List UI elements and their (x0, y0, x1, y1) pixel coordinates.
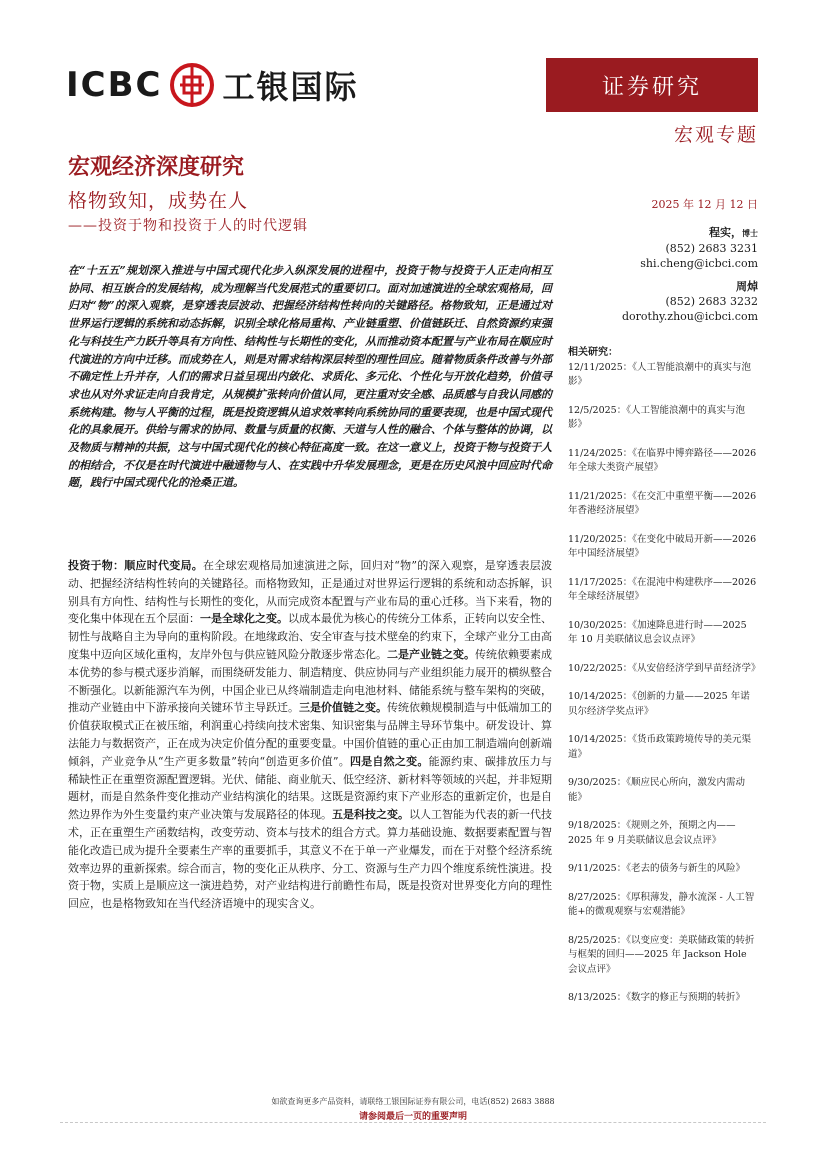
body-text-run: 在全球宏观格局加速演进之际，回归对“物”的深入观察，是穿透表层波动、把握经济结构性转向的关键路径。而格物致知，正是通过对世界运行逻辑的系统和动态拆解，识别具有方向性、结构性与长期性的变化，从而完成资本配置与产业布局的重心迁移。当下来看，物的变化集中体现在五个层面： (68, 559, 552, 626)
author-entry (622, 225, 758, 271)
related-research-item[interactable]: 9/11/2025：《老去的债务与新生的风险》 (568, 863, 745, 874)
related-research-item[interactable]: 12/5/2025：《人工智能浪潮中的真实与泡影》 (568, 404, 745, 430)
key-point: 五是科技之变。 (332, 808, 409, 822)
related-research-item[interactable]: 8/27/2025：《厚积薄发，静水流深 - 人工智能+的微观观察与宏观潜能》 (568, 891, 755, 917)
author-phone: (852) 2683 3232 (665, 295, 758, 308)
author-email[interactable]: dorothy.zhou@icbci.com (622, 310, 758, 323)
author-block (622, 225, 758, 332)
related-research-list (568, 346, 761, 1020)
related-research-item[interactable]: 11/21/2025：《在交汇中重塑平衡——2026 年香港经济展望》 (568, 490, 757, 516)
report-category-badge: 证券研究 (546, 58, 758, 112)
key-point: 四是自然之变。 (349, 754, 429, 768)
author-credential: 博士 (742, 228, 758, 238)
key-point: 一是全球化之变。 (200, 612, 288, 626)
footer-contact: 如欲查询更多产品资料，请联络工银国际证券有限公司，电话(852) 2683 3888 (271, 1097, 555, 1106)
author-name: 程实， (709, 226, 742, 239)
related-research-item[interactable]: 11/20/2025：《在变化中破局开新——2026 年中国经济展望》 (568, 533, 757, 559)
body-text-run: 能源约束、碳排放压力与稀缺性正在重塑资源配置逻辑。光伏、储能、商业航天、低空经济、新材料等领域的兴起，并非短期题材，而是自然条件变化推动产业结构演化的结果。这既是资源约束下产业形态的重新定价，也是自然边界作为外生变量约束产业决策与发展路径的体现。 (68, 754, 552, 822)
icbc-emblem-icon (170, 63, 214, 107)
related-research-item[interactable]: 11/24/2025：《在临界中博弈路径——2026 年全球大类资产展望》 (568, 447, 757, 473)
report-title: 宏观经济深度研究 (68, 154, 245, 180)
body-text-run: 传统依赖要素成本优势的参与模式逐步消解，而围绕研发能力、制造精度、供应协同与产业组织能力展开的横纵整合不断强化。以新能源汽车为例，中国企业已从终端制造走向电池材料、储能系统与整车架构的突破，推动产业链由中下游承接向关键环节主导跃迁。 (68, 647, 552, 715)
report-subtitle: 格物致知，成势在人 (68, 190, 249, 212)
key-point: 二是产业链之变。 (387, 647, 475, 661)
related-research-item[interactable]: 9/18/2025：《规则之外，预期之内——2025 年 9 月美联储议息会议点评》 (568, 820, 736, 846)
report-body (68, 557, 552, 913)
author-name: 周焯 (736, 280, 758, 293)
related-research-item[interactable]: 10/30/2025：《加速降息进行时——2025 年 10 月美联储议息会议点评》 (568, 619, 747, 645)
key-point: 三是价值链之变。 (299, 701, 387, 715)
related-research-item[interactable]: 11/17/2025：《在混沌中构建秩序——2026 年全球经济展望》 (568, 576, 757, 602)
section-lead: 投资于物：顺应时代变局。 (68, 559, 203, 572)
related-research-item[interactable]: 9/30/2025：《顺应民心所向，激发内需动能》 (568, 777, 745, 803)
related-research-item[interactable]: 12/11/2025：《人工智能浪潮中的真实与泡影》 (568, 361, 752, 387)
logo-cn-text: 工银国际 (222, 68, 359, 106)
related-research-item[interactable]: 8/13/2025：《数字的修正与预期的转折》 (568, 992, 745, 1003)
report-subtype: 宏观专题 (673, 124, 758, 146)
report-tagline: ——投资于物和投资于人的时代逻辑 (68, 218, 308, 234)
related-research-item[interactable]: 8/25/2025：《以变应变：美联储政策的转折与框架的回归——2025 年 Jackson Hole 会议点评》 (568, 934, 755, 975)
body-text-run: 以人工智能为代表的新一代技术，正在重塑生产函数结构，改变劳动、资本与技术的组合方式。算力基础设施、数据要素配置与智能化改造已成为提升全要素生产率的重要抓手，其意义不在于单一产业爆发，而在于对整个经济系统效率边界的重新探索。综合而言，物的变化正从秩序、分工、资源与生产力四个维度系统性演进。投资于物，实质上是顺应这一演进趋势，对产业结构进行前瞻性布局，既是投资对世界变化方向的理性回应，也是格物致知在当代经济语境中的现实含义。 (68, 808, 552, 911)
author-email[interactable]: shi.cheng@icbci.com (640, 257, 758, 270)
author-entry (622, 279, 758, 324)
report-date: 2025 年 12 月 12 日 (651, 198, 758, 211)
related-research-item[interactable]: 10/14/2025：《创新的力量——2025 年诺贝尔经济学奖点评》 (568, 691, 750, 717)
company-logo (66, 62, 359, 108)
body-text-run: 传统依赖规模制造与中低端加工的价值获取模式正在被压缩，利润重心持续向技术密集、知识密集与品牌主导环节集中。研发设计、算法能力与数据资产，正在成为决定价值分配的重要变量。中国价值链的重心正由加工制造端向创新端倾斜，产业竞争从“生产更多数量”转向“创造更多价值”。 (68, 701, 552, 768)
related-research-heading: 相关研究： (568, 347, 618, 358)
related-research-item[interactable]: 10/14/2025：《货币政策跨境传导的美元渠道》 (568, 734, 752, 760)
footer-disclaimer-note: 请参阅最后一页的重要声明 (358, 1112, 467, 1122)
logo-icbc-text: ICBC (66, 65, 163, 105)
author-phone: (852) 2683 3231 (665, 242, 758, 255)
footer-divider (60, 1122, 766, 1123)
related-research-item[interactable]: 10/22/2025：《从安倍经济学到早苗经济学》 (568, 662, 761, 674)
body-text-run: 以成本最优为核心的传统分工体系，正转向以安全性、韧性与战略自主为导向的重构阶段。在地缘政治、安全审查与技术壁垒的约束下，全球产业分工由高度集中迈向区域化重构，友岸外包与供应链风险分散逐步常态化。 (68, 612, 552, 661)
report-abstract: 在“十五五”规划深入推进与中国式现代化步入纵深发展的进程中，投资于物与投资于人正走向相互协同、相互嵌合的发展结构，成为理解当代发展范式的重要切口。面对加速演进的全球宏观格局，回归对“物”的深入观察，是穿透表层波动、把握经济结构性转向的关键路径。格物致知，正是通过对世界运行逻辑的系统和动态拆解，识别全球化格局重构、产业链重塑、价值链跃迁、自然资源约束强化与科技生产力跃升等具有方向性、结构性与长期性的变化，从而推动资本配置与产业布局在顺应时代演进的方向中迁移。而成势在人，则是对需求结构深层转型的理性回应。随着物质条件改善与外部不确定性上升并存，人们的需求日益呈现出内敛化、求质化、多元化、个性化与开放化趋势，价值寻求也从对外求证走向自我肯定，从规模扩张转向价值认同，更注重对安全感、品质感与自我认同感的系统构建。物与人平衡的过程，既是投资逻辑从追求效率转向系统协同的重要表现，也是中国式现代化的具象展开。供给与需求的协同、数量与质量的权衡、天道与人性的融合、个体与整体的协调，以及物质与精神的共振，这与中国式现代化的核心特征高度一致。在这一意义上，投资于物与投资于人的相结合，不仅是在时代演进中融通物与人、在实践中升华发展理念，更是在历史风浪中回应时代命题，践行中国式现代化的沧桑正道。 (68, 264, 552, 490)
